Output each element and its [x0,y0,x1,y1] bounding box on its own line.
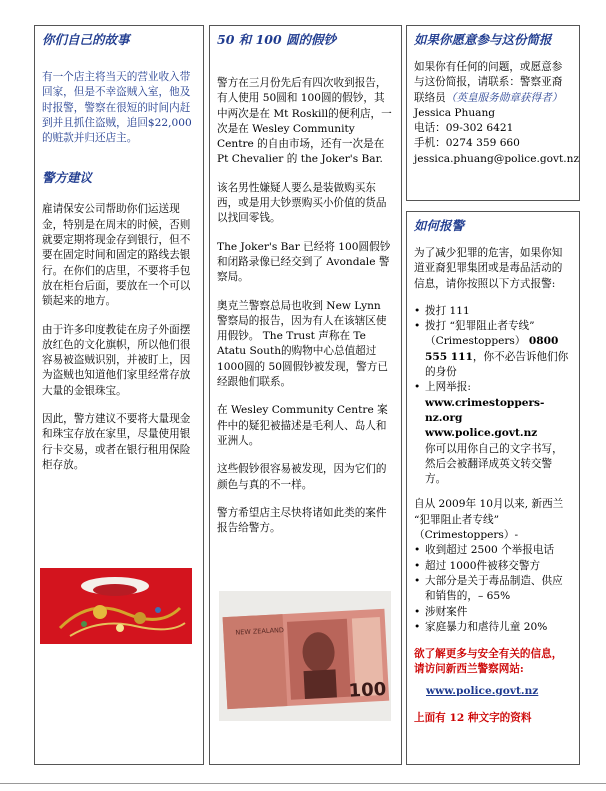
advice-paragraph-2: 由于许多印度教徒在房子外面摆放红色的文化旗帜，所以他们很容易被盗贼识别，并被盯上，因为盗贼也知道他们家里经常存放大量的金银珠宝。 [42,323,191,397]
column-own-story [34,25,204,765]
report-heading: 如何报警 [414,218,465,233]
stat-item: • 涉财案件 [414,605,572,620]
languages-note: 上面有 12 种文字的资料 [414,712,532,725]
report-methods-list [414,304,572,488]
stat-item: • 大部分是关于毒品制造、供应和销售的，– 65% [414,574,572,605]
contact-mobile: 手机：0274 359 660 [414,137,520,150]
stat-item: • 家庭暴力和虐待儿童 20% [414,620,572,635]
own-story-heading: 你们自己的故事 [42,32,130,47]
advice-paragraph-1: 雇请保安公司帮助你们运送现金，特别是在周末的时候，否则就要定期将现金存到银行，但不要在固定时间和固定的路线去银行。在你们的店里，不要将手包放在柜台后面，要放在一个可以锁起来的地方。 [42,203,191,308]
contact-intro: 如果你有任何的问题，或愿意参与这份简报，请联系：警察亚裔联络员（英皇服务勋章获得者） [414,61,563,104]
advice-paragraph-3: 因此，警方建议不要将大量现金和珠宝存放在家里，尽量使用银行卡交易，或者在银行租用保险柜存放。 [42,413,191,471]
column-counterfeit [209,25,402,765]
report-method-crimestoppers: • 拨打 “犯罪阻止者专线” （Crimestoppers） 0800 555 111，你不必告诉他们你的身份 [414,319,572,380]
counterfeit-paragraph-7: 警方希望店主尽快将诸如此类的案件报告给警方。 [217,506,387,535]
police-advice-heading: 警方建议 [42,170,93,186]
jewellery-photo [40,568,192,644]
counterfeit-paragraph-2: 该名男性嫌疑人要么是装做购买东西，或是用大钞票购买小价值的货品以找回零钱。 [217,181,387,225]
counterfeit-paragraph-3: The Joker's Bar 已经将 100圆假钞和闭路录像已经交到了 Avondale 警察局。 [217,240,391,284]
report-method-111: • 拨打 111 [414,304,572,319]
column-contact [406,25,580,201]
report-intro: 为了减少犯罪的危害，如果你知道亚裔犯罪集团或是毒品活动的信息，请你按照以下方式报警: [414,247,563,290]
counterfeit-paragraph-5: 在 Wesley Community Centre 案件中的疑犯被描述是毛利人、岛人和亚洲人。 [217,404,388,447]
contact-name: Jessica Phuang [414,106,496,119]
stat-item: • 收到超过 2500 个举报电话 [414,543,572,558]
contact-intro-note: （英皇服务勋章获得者） [445,91,563,104]
contact-heading: 如果你愿意参与这份简报 [414,32,552,47]
banknote-photo [219,591,391,721]
banknote-number: 100 [348,678,387,702]
police-website-link[interactable]: www.police.govt.nz [426,684,539,697]
stats-list [414,543,572,635]
own-story-text: 有一个店主将当天的营业收入带回家，但是不幸盗贼入室，他及时报警，警察在很短的时间内赶到并且抓住盗贼，追回$22,000的赃款并归还店主。 [42,71,192,145]
stat-item: • 超过 1000件被移交警方 [414,559,572,574]
police-url[interactable]: www.police.govt.nz [425,427,538,440]
counterfeit-paragraph-1: 警方在三月份先后有四次收到报告，有人使用 50圆和 100圆的假钞，其中两次是在 Mt Roskill的便利店，一次是在 Wesley Community Centre 的自由市场，还有一次是在 Pt Chevalier 的 the Joker's Bar. [217,77,392,166]
counterfeit-heading: 50 和 100 圆的假钞 [217,32,337,47]
bottom-rule [0,783,606,784]
stats-intro: 自从 2009年 10月以来, 新西兰 “犯罪阻止者专线” （Crimestoppers）- [414,498,564,542]
banknote-country: NEW ZEALAND [235,626,285,637]
counterfeit-paragraph-6: 这些假钞很容易被发现，因为它们的颜色与真的不一样。 [217,463,387,491]
crimestoppers-url[interactable]: www.crimestoppers-nz.org [425,396,545,424]
contact-phone: 电话：09-302 6421 [414,122,514,135]
crimestoppers-number: 0800 555 111 [425,335,559,363]
more-info-text: 欲了解更多与安全有关的信息，请访问新西兰警察网站: [414,648,563,676]
column-how-to-report [406,211,580,765]
counterfeit-paragraph-4: 奥克兰警察总局也收到 New Lynn 警察局的报告，因为有人在该辖区使用假钞。 The Trust 声称在 Te Atatu South的购物中心总值超过1000圆的 50圆假钞被发现，警方已经跟他们联系。 [217,299,388,389]
report-method-online: • 上网举报: www.crimestoppers-nz.org www.police.govt.nz 你可以用你自己的文字书写，然后会被翻译成英文转交警方。 [414,380,572,487]
contact-email[interactable]: jessica.phuang@police.govt.nz [414,152,580,165]
